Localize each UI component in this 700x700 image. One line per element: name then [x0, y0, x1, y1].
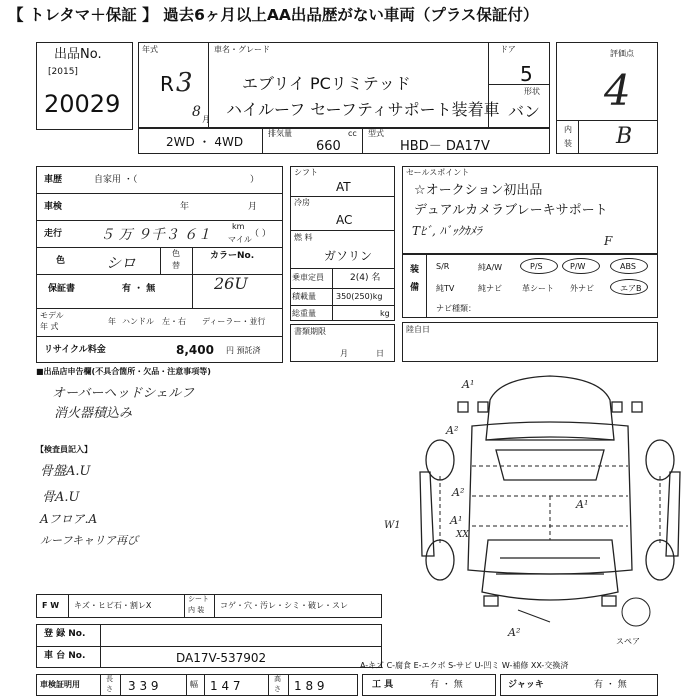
inspector-notes-line1: 骨盤A.U [40, 464, 91, 479]
entry-label: 陸自日 [406, 325, 430, 334]
mileage-paren: （ ） [250, 229, 271, 239]
seat-text: コゲ・穴・汚レ・シミ・破レ・スレ [220, 601, 348, 610]
recycle-label: リサイクル料金 [44, 345, 106, 355]
month-value: 8 [192, 104, 201, 120]
banner-title: 【 トレタマ＋保証 】 過去6ヶ月以上AA出品歴がない車両（プラス保証付） [8, 6, 539, 24]
score-label: 評価点 [610, 49, 634, 58]
length-label-1: 長 [106, 675, 113, 683]
fw-text: キズ・ヒビ石・割レX [74, 601, 152, 610]
sales-point-line1: ☆オークション初出品 [414, 183, 543, 198]
fuel-value: ガソリン [324, 249, 373, 263]
history-label: 車歴 [44, 175, 63, 185]
inspection-month-unit: 月 [248, 202, 258, 212]
seller-notes-line2: 消火器積込み [54, 406, 133, 421]
diagram-mark-a1-mid: A¹ [450, 514, 463, 527]
jack-label: ジャッキ [508, 680, 544, 690]
displacement-unit: cc [348, 129, 357, 138]
docs-day: 日 [376, 349, 384, 358]
score-value: 4 [604, 66, 631, 115]
color-change-2: 替 [172, 261, 180, 270]
lot-year-stamp: [2015] [48, 67, 78, 77]
eq-abs: ABS [620, 262, 636, 271]
inspection-year-unit: 年 [180, 202, 190, 212]
model-year-label-1: モデル [40, 311, 64, 320]
shift-label: シフト [294, 168, 318, 177]
seller-notes-line1: オーバーヘッドシェルフ [52, 386, 195, 401]
year-value: 3 [176, 68, 193, 98]
displacement-label: 排気量 [268, 129, 292, 138]
equipment-label-2: 備 [410, 283, 420, 293]
model-year-label-2: 年 式 [40, 322, 59, 331]
equipment-label-1: 装 [410, 265, 420, 275]
history-close: ） [250, 175, 260, 185]
year-era: R [160, 72, 174, 96]
diagram-mark-a1-right: A¹ [576, 498, 589, 511]
vehicle-name-line2: ハイルーフ セーフティサポート装着車 [226, 100, 500, 119]
color-no-value: 26U [214, 274, 248, 293]
recycle-unit: 円 預託済 [226, 346, 261, 355]
shift-value: AT [336, 180, 351, 194]
warranty-value: 有 ・ 無 [122, 284, 156, 294]
entry-box [402, 322, 658, 362]
eq-tv: 純TV [436, 284, 455, 293]
inspection-label: 車検 [44, 202, 63, 212]
fuel-label: 燃 料 [294, 233, 313, 242]
spare-label: スペア [616, 637, 640, 646]
height-value: 1 8 9 [294, 679, 325, 693]
month-unit: 月 [202, 115, 210, 124]
tools-label: 工 具 [372, 680, 394, 690]
diagram-mark-w1: W1 [384, 520, 401, 531]
seat-label-1: シート [188, 595, 209, 603]
shape-value: バン [508, 102, 541, 121]
vehicle-name-line1: エブリイ PCリミテッド [242, 74, 411, 93]
chassis-label: 車 台 No. [44, 651, 86, 661]
warranty-label: 保証書 [48, 284, 76, 294]
diagram-mark-xx: XX [456, 530, 469, 540]
diagram-mark-a2-left: A² [446, 424, 459, 437]
displacement-value: 660 [316, 139, 341, 154]
load-value: 350(250)kg [336, 292, 383, 301]
eq-power-windows: P/W [570, 262, 586, 271]
docs-month: 月 [340, 349, 348, 358]
color-no-label: カラーNo. [210, 251, 255, 261]
width-label: 幅 [190, 680, 198, 689]
shape-label: 形状 [524, 87, 540, 96]
inspector-notes-line4: ルーフキャリア再び [40, 534, 139, 547]
fw-label: F W [42, 601, 60, 610]
name-label: 車名・グレード [214, 45, 270, 54]
damage-legend: A-キズ C-腐食 E-エクボ S-サビ U-凹ミ W-補修 XX-交換済 [360, 661, 569, 670]
recycle-value: 8,400 [176, 343, 214, 357]
model-label: 型式 [368, 129, 384, 138]
color-value: シロ [106, 254, 137, 272]
width-value: 1 4 7 [210, 679, 241, 693]
ac-label: 冷房 [294, 198, 310, 207]
diagram-mark-a2-bottom: A² [508, 626, 521, 639]
door-value: 5 [520, 62, 533, 86]
seat-label-2: 内 装 [188, 606, 205, 614]
height-label-1: 高 [274, 675, 281, 683]
interior-grade: B [616, 124, 633, 149]
inspector-notes-line3: Aフロア.A [40, 512, 98, 526]
eq-power-steering: P/S [530, 262, 543, 271]
interior-label-2: 装 [564, 139, 572, 148]
eq-aftermarket-navi: 外ナビ [570, 284, 594, 293]
mileage-label: 走行 [44, 229, 63, 239]
reg-label: 登 録 No. [44, 629, 86, 639]
eq-navi-type: ナビ種類： [436, 304, 476, 313]
km-unit: km [232, 222, 245, 231]
mile-unit: マイル [228, 235, 252, 244]
eq-oem-navi: 純ナビ [478, 284, 502, 293]
lot-number: 20029 [44, 90, 121, 118]
eq-alloy-wheels: 純A/W [478, 263, 503, 272]
drive-value: 2WD ・ 4WD [166, 135, 244, 149]
weight-label: 総重量 [292, 309, 316, 318]
jack-value: 有 ・ 無 [594, 680, 627, 690]
model-year-unit: 年 [108, 317, 116, 326]
length-label-2: さ [106, 685, 113, 693]
sales-point-mark: F [604, 234, 613, 248]
color-label: 色 [56, 256, 66, 266]
load-label: 積載量 [292, 292, 316, 301]
chassis-value: DA17V-537902 [176, 651, 267, 665]
history-value: 自家用 ・（ [94, 175, 138, 185]
handle-value: ハンドル 左・右 [122, 317, 186, 326]
sales-point-line2: デュアルカメラブレーキサポート [414, 203, 608, 218]
diagram-mark-a2-mid: A² [452, 486, 465, 499]
eq-airbag: エアB [620, 284, 642, 293]
interior-label-1: 内 [564, 125, 572, 134]
model-value: HBD－ DA17V [400, 139, 490, 154]
length-value: 3 3 9 [128, 679, 159, 693]
dealer-value: ディーラー・並行 [202, 317, 266, 326]
height-label-2: さ [274, 685, 281, 693]
year-label: 年式 [142, 45, 158, 54]
eq-sunroof: S/R [436, 262, 450, 271]
seller-notes-label: ■出品店申告欄(不具合箇所・欠品・注意事項等) [36, 367, 211, 376]
capacity-value: 2(4) 名 [350, 273, 381, 283]
cert-label: 車検証明用 [40, 680, 80, 689]
ac-value: AC [336, 213, 353, 227]
door-label: ドア [500, 45, 516, 54]
color-change-1: 色 [172, 249, 180, 258]
capacity-label: 乗車定員 [292, 273, 324, 282]
eq-leather: 革シート [522, 284, 554, 293]
tools-value: 有 ・ 無 [430, 680, 463, 690]
sales-point-label: セールスポイント [406, 168, 470, 177]
inspector-notes-label: 【検査員記入】 [36, 445, 92, 454]
inspector-notes-line2: 骨A.U [42, 490, 80, 505]
lot-label: 出品No. [54, 47, 102, 62]
diagram-mark-a1-top: A¹ [462, 378, 475, 391]
mileage-value: ５ 万 ９千３ ６１ [100, 227, 212, 243]
docs-label: 書類期限 [294, 327, 326, 336]
car-damage-diagram [400, 360, 700, 630]
sales-point-handwritten: Tﾋﾞ, ﾊﾞｯｸｶﾒﾗ [412, 224, 482, 238]
weight-unit: kg [380, 309, 390, 318]
